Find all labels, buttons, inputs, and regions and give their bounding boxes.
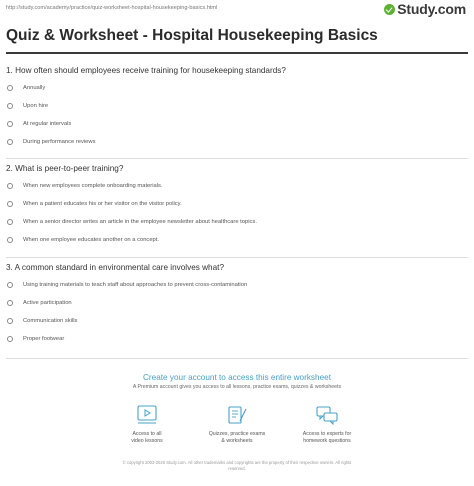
radio-button[interactable] — [7, 300, 13, 306]
radio-button[interactable] — [7, 318, 13, 324]
radio-button[interactable] — [7, 85, 13, 91]
answer-option[interactable] — [6, 213, 468, 231]
question-1 — [6, 66, 468, 151]
answer-option[interactable] — [6, 133, 468, 151]
answer-label: Annually — [23, 85, 46, 91]
feature-label: Access to all — [132, 431, 162, 437]
answer-label: When one employee educates another on a concept. — [23, 237, 159, 243]
video-play-icon — [136, 405, 158, 425]
question-text: 3. A common standard in environmental care involves what? — [6, 263, 224, 272]
question-text: 1. How often should employees receive training for housekeeping standards? — [6, 66, 286, 75]
answer-label: When a senior director writes an article in the employee newsletter about healthcare topics. — [23, 219, 257, 225]
answer-option[interactable] — [6, 97, 468, 115]
radio-button[interactable] — [7, 237, 13, 243]
question-text: 2. What is peer-to-peer training? — [6, 164, 124, 173]
copyright-footer — [0, 460, 474, 472]
answer-label: Active participation — [23, 300, 72, 306]
answer-option[interactable] — [6, 79, 468, 97]
answer-label: At regular intervals — [23, 121, 72, 127]
radio-button[interactable] — [7, 201, 13, 207]
answer-option[interactable] — [6, 294, 468, 312]
page-url: http://study.com/academy/practice/quiz-worksheet-hospital-housekeeping-basics.html — [6, 5, 218, 11]
answer-label: During performance reviews — [23, 139, 96, 145]
answer-label: Proper footwear — [23, 336, 65, 342]
answer-option[interactable] — [6, 115, 468, 133]
answer-option[interactable] — [6, 330, 468, 348]
radio-button[interactable] — [7, 183, 13, 189]
answer-option[interactable] — [6, 177, 468, 195]
title-divider — [6, 52, 468, 54]
answer-label: When new employees complete onboarding materials. — [23, 183, 163, 189]
page-title: Quiz & Worksheet - Hospital Housekeeping Basics — [6, 27, 378, 44]
top-bar — [0, 0, 474, 18]
answer-option[interactable] — [6, 276, 468, 294]
feature-experts — [277, 405, 377, 445]
question-divider — [6, 257, 468, 258]
question-2 — [6, 164, 468, 249]
question-divider — [6, 158, 468, 159]
answer-option[interactable] — [6, 195, 468, 213]
create-account-link[interactable]: Create your account to access this entire worksheet — [143, 373, 331, 382]
cta-subtitle: A Premium account gives you access to all lessons, practice exams, quizzes & worksheets — [132, 384, 342, 390]
feature-list — [0, 405, 474, 455]
feature-label: homework questions — [303, 438, 351, 444]
copyright-line: © copyright 2003-2020 Study.com. All other trademarks and copyrights are the property of their respective owners. All rights — [122, 460, 352, 465]
feature-label: Access to experts for — [302, 431, 352, 437]
answer-option[interactable] — [6, 231, 468, 249]
answer-option[interactable] — [6, 312, 468, 330]
premium-cta — [0, 373, 474, 390]
logo-text: Study.com — [397, 1, 466, 17]
question-divider — [6, 358, 468, 359]
answer-label: Communication skills — [23, 318, 78, 324]
feature-video-lessons — [97, 405, 197, 445]
radio-button[interactable] — [7, 103, 13, 109]
checkmark-circle-icon — [384, 4, 395, 15]
answer-label: Using training materials to teach staff about approaches to prevent cross-contamination — [23, 282, 248, 288]
quiz-worksheet-icon — [226, 405, 248, 425]
copyright-line: reserved. — [228, 466, 246, 471]
chat-bubbles-icon — [316, 405, 338, 425]
answer-label: When a patient educates his or her visitor on the visitor policy. — [23, 201, 182, 207]
radio-button[interactable] — [7, 219, 13, 225]
question-3 — [6, 263, 468, 348]
radio-button[interactable] — [7, 121, 13, 127]
feature-label: Quizzes, practice exams — [208, 431, 266, 437]
study-logo[interactable] — [384, 1, 466, 17]
radio-button[interactable] — [7, 336, 13, 342]
radio-button[interactable] — [7, 139, 13, 145]
radio-button[interactable] — [7, 282, 13, 288]
feature-quizzes — [187, 405, 287, 445]
feature-label: video lessons — [131, 438, 163, 444]
answer-label: Upon hire — [23, 103, 49, 109]
feature-label: & worksheets — [221, 438, 253, 444]
